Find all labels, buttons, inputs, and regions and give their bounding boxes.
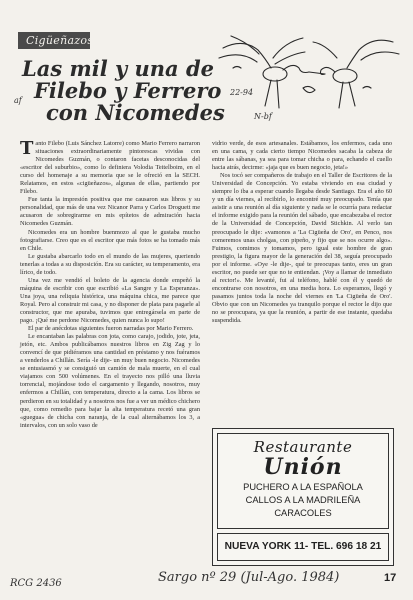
title-line-3: con Nicomedes <box>46 100 225 125</box>
ad-menu-item: CARACOLES <box>274 508 332 518</box>
ad-main-box <box>217 433 389 529</box>
paragraph: Fue tanta la impresión positiva que me causaron sus libros y su personalidad, que más de una vez Nicanor Parra y Carlos Droguett me acusaron de sobregirarme en mis epítetos de admiración hacia Nicomedes Guzmán. <box>20 196 200 228</box>
handwritten-note-left: af <box>14 96 22 105</box>
paragraph: Una vez me vendió el boleto de la agencia donde empeñó la máquina de escribir con que escribió «La Sangre y La Esperanza». Una joya, una reliquia histórica, una máquina chica, me parece que Royal. Pero al construir mi casa, y no disponer de plata para pagarle al constructor, que me apuraba, tuvimos que entregársela en parte de pago. ¡Qué me perdone Nicomedes, quien nunca lo supo! <box>20 276 200 325</box>
paragraph: Le gustaba abarcarlo todo en el mundo de las mujeres, queriendo tenerlas a todas a su disposición. Era su carácter, su temperamento, era lírico, de todo. <box>20 252 200 276</box>
restaurant-advertisement <box>212 428 394 566</box>
paragraph: anto Filebo (Luis Sánchez Latorre) como Mario Ferrero narraron situaciones extraordinariamente pintorescas vividas con Nicomedes Guzmán, o contaron facetas desconocidas del «escritor del suburbio», como lo definiera Volodia Teitelboim, en el curso del homenaje a su memoria que se le ofreció en la SECH. Relatamos, en estos «cigüeñazos», algunas de ellas, partiendo por Filebo. <box>20 140 200 196</box>
right-column <box>212 140 392 325</box>
handwritten-note-right: 22-94 <box>230 88 254 97</box>
left-column <box>20 140 200 430</box>
ad-menu-item: PUCHERO A LA ESPAÑOLA <box>243 482 363 492</box>
page-number: 17 <box>384 572 397 584</box>
paragraph: El par de anécdotas siguientes fueron narradas por Mario Ferrero. <box>28 325 194 333</box>
title-line-2: Filebo y Ferrero <box>34 78 222 103</box>
title-line-1: Las mil y una de <box>22 56 215 81</box>
storks-illustration <box>213 28 403 118</box>
publication-note: Sargo nº 29 (Jul-Ago. 1984) <box>158 570 340 585</box>
archive-code: RCG 2436 <box>10 578 62 589</box>
section-label: Cigüeñazos <box>18 32 90 49</box>
ad-contact: NUEVA YORK 11- TEL. 696 18 21 <box>217 533 389 561</box>
paragraph: Nicomedes era un hombre buenmozo al que le gustaba mucho fotografiarse. Creo que es el escritor que más fotos se ha tomado más en Chile. <box>20 228 200 252</box>
paragraph: vidrio verde, de esos artesanales. Estábamos, los enfermos, cada uno en una cama, y cada cierto tiempo Nicomedes sacaba la cabeza de entre las sábanas, ya sea para tomar chicha o para, echando el cuello hacia atrás, decirme: «jaja que es buen negocio, jeta!» <box>212 140 392 172</box>
handwritten-note-right-2: N-bf <box>254 112 272 121</box>
paragraph: Nos tocó ser compañeros de trabajo en el Taller de Escritores de la Universidad de Concepción. Yo estaba viviendo en esa ciudad y siempre lo iba a esperar cuando llegaba desde Santiago. Era el año 60 y un día viernes, al recibirlo, lo encontré muy preocupado. Tenía que asistir a una reunión al día siguiente y nada se le ocurría para redactar el informe exigido para la reunión del sábado, que encabezaba el rector de la Universidad de Concepción, David Stichkin. Al verlo tan preocupado le dije: «vamonos a 'La Cigüeña de Oro', en Penco, nos comeremos unas cholgas, con pipeño, y fijo que se nos ocurre algo». Fuimos, comimos y tomamos, pero igual este hombre de gran prestigio, la figura mayor de la generación del 38, seguía preocupado por el informe. «Oye -le dije-, qué te preocupas tanto, eres un gran escritor, no puede ser que no te entiendan. ¡Voy a llamar de inmediato al rector!». Me levanté, fui al teléfono, hablé con él y quedó de encontrarse con nosotros, en una media hora. Lo esperamos, llegó y pasamos juntos toda la noche del viernes en 'La Cigüeña de Oro'. Obvio que con un Nicomedes ya tranquilo porque el rector le dijo que no se preocupara, ya que la reunión, a partir de ese instante, quedaba suspendida. <box>212 172 392 325</box>
ad-menu-item: CALLOS A LA MADRILEÑA <box>245 495 361 505</box>
drop-cap: T <box>20 138 34 159</box>
ad-restaurant-name: Unión <box>263 454 343 480</box>
paragraph: Le encantaban las palabras con jota, como carajo, jodido, jote, jeta, jetón, etc. Ambos publicábamos nuestros libros en Zig Zag y lo convencí de que pidiéramos una cantidad en préstamo y nos fuéramos a venderlos a Chillán. Sería -le dije- un muy buen negocio. Nicomedes se entusiasmó y se consiguió un camión de mala muerte, en el cual viajamos con 500 volúmenes. En el trayecto nos pilló una lluvia torrencial, mojándose todo el cargamento y llegando, nosotros, muy enfermos a Chillán, con temperatura, directo a la cama. Los libros se perdieron en su totalidad y a nosotros nos fue a ver un médico chichero que, como remedio para bajar la alta temperatura recetó una gran «guegua» de chicha con naranja, de la cual alternábamos los 3, a intervalos, con un solo vaso de <box>20 333 200 429</box>
ad-restaurant-label: Restaurante <box>253 438 353 456</box>
